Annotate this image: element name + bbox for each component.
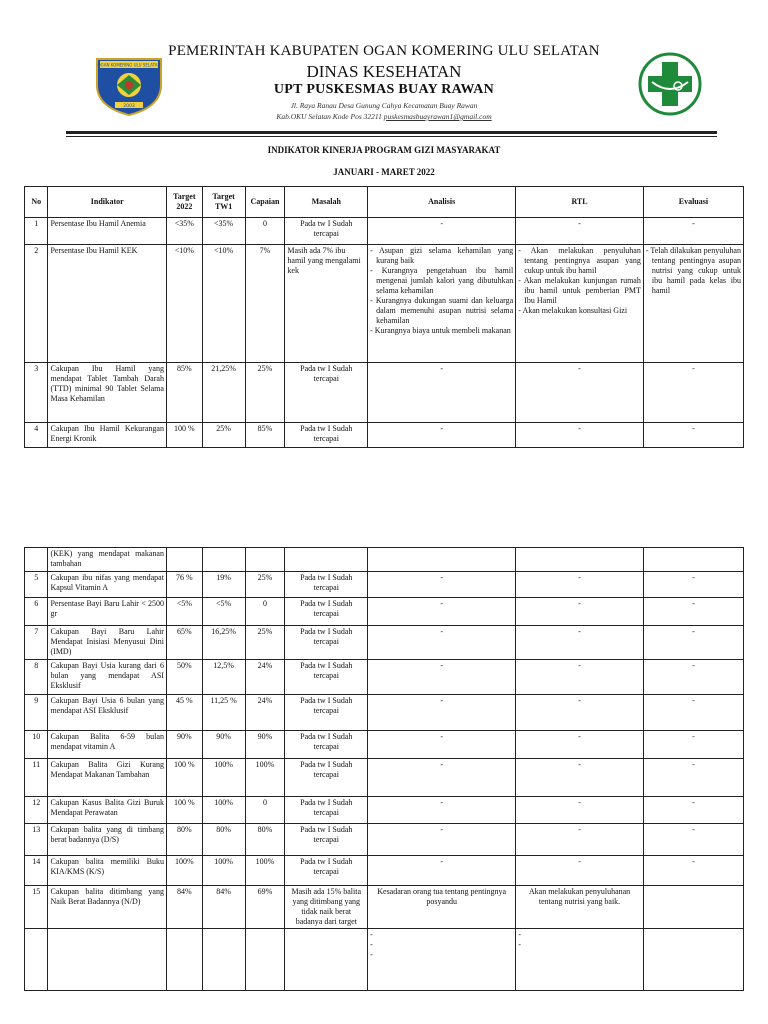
- table-row: [25, 218, 744, 245]
- cell-analisis: -: [368, 695, 516, 731]
- cell-masalah: Pada tw I Sudah tercapai: [285, 598, 368, 626]
- letterhead: [0, 0, 768, 140]
- svg-text:2003: 2003: [123, 104, 135, 109]
- table-row: [25, 695, 744, 731]
- cell-analisis: -: [368, 626, 516, 660]
- cell-analisis: -: [368, 572, 516, 598]
- cell-rtl: -: [516, 695, 644, 731]
- cell-analisis: Kesadaran orang tua tentang pentingnya posyandu: [368, 886, 516, 929]
- table-row: [25, 572, 744, 598]
- cell-evaluasi: -: [643, 856, 743, 886]
- cell-no: 14: [25, 856, 48, 886]
- cell-tw1: 84%: [202, 886, 245, 929]
- analisis-item: [370, 940, 513, 950]
- table-header-row: [25, 187, 744, 218]
- table-row: [25, 598, 744, 626]
- cell-evaluasi: -: [643, 759, 743, 797]
- cell-indikator: Cakupan Bayi Usia 6 bulan yang mendapat ASI Eksklusif: [48, 695, 166, 731]
- letterhead-rule-thick: [66, 131, 717, 134]
- cell-evaluasi: -: [643, 660, 743, 695]
- table-row: [25, 929, 744, 991]
- cell-no: 4: [25, 423, 48, 448]
- cell-target: 100%: [166, 856, 202, 886]
- col-header-evaluasi: Evaluasi: [643, 187, 743, 218]
- cell-masalah: Pada tw I Sudah tercapai: [285, 626, 368, 660]
- table-row: [25, 824, 744, 856]
- cell-capaian: 24%: [245, 660, 285, 695]
- cell-tw1: 12,5%: [202, 660, 245, 695]
- cell-masalah: Pada tw I Sudah tercapai: [285, 695, 368, 731]
- indicator-table: [24, 186, 744, 448]
- letterhead-rule-thin: [66, 136, 717, 137]
- cell-tw1: 100%: [202, 759, 245, 797]
- cell-analisis: -: [368, 759, 516, 797]
- cell-target: 80%: [166, 824, 202, 856]
- cell-target: 85%: [166, 363, 202, 423]
- table-row: [25, 548, 744, 572]
- cell-masalah: [285, 929, 368, 991]
- cell-target: 100 %: [166, 759, 202, 797]
- cell-capaian: 85%: [245, 423, 285, 448]
- cell-capaian: 25%: [245, 626, 285, 660]
- cell-masalah: Pada tw I Sudah tercapai: [285, 572, 368, 598]
- cell-indikator: Cakupan ibu nifas yang mendapat Kapsul Vitamin A: [48, 572, 166, 598]
- cell-masalah: Pada tw I Sudah tercapai: [285, 731, 368, 759]
- document-period: JANUARI - MARET 2022: [333, 167, 435, 177]
- cell-tw1: 11,25 %: [202, 695, 245, 731]
- cell-no: [25, 929, 48, 991]
- table-row: [25, 797, 744, 824]
- cell-no: 10: [25, 731, 48, 759]
- cell-analisis: [368, 245, 516, 363]
- cell-no: 1: [25, 218, 48, 245]
- cell-capaian: 69%: [245, 886, 285, 929]
- table-row: [25, 660, 744, 695]
- cell-evaluasi: -: [643, 731, 743, 759]
- cell-tw1: 100%: [202, 856, 245, 886]
- cell-evaluasi: -: [643, 626, 743, 660]
- cell-capaian: 7%: [245, 245, 285, 363]
- col-header-no: No: [25, 187, 48, 218]
- cell-indikator: Cakupan balita yang di timbang berat badannya (D/S): [48, 824, 166, 856]
- cell-evaluasi: [643, 548, 743, 572]
- cell-rtl: -: [516, 626, 644, 660]
- cell-tw1: 25%: [202, 423, 245, 448]
- cell-masalah: Pada tw I Sudah tercapai: [285, 797, 368, 824]
- cell-rtl: -: [516, 731, 644, 759]
- cell-indikator: Persentase Bayi Baru Lahir < 2500 gr: [48, 598, 166, 626]
- cell-rtl: -: [516, 598, 644, 626]
- cell-analisis: -: [368, 824, 516, 856]
- col-header-target-tw1: Target TW1: [202, 187, 245, 218]
- cell-target: <35%: [166, 218, 202, 245]
- cell-no: [25, 548, 48, 572]
- cell-target: 90%: [166, 731, 202, 759]
- health-cross-icon: [638, 52, 702, 116]
- analisis-item: - Kurangnya dukungan suami dan keluarga dalam memenuhi asupan nutrisi selama kehamilan: [370, 296, 513, 326]
- cell-evaluasi: -: [643, 824, 743, 856]
- cell-evaluasi: [643, 886, 743, 929]
- cell-capaian: [245, 929, 285, 991]
- address-line-1: Jl. Raya Ranau Desa Gunung Cahya Kecamatan Buay Rawan: [290, 101, 478, 110]
- cell-rtl: -: [516, 797, 644, 824]
- cell-no: 9: [25, 695, 48, 731]
- cell-tw1: <10%: [202, 245, 245, 363]
- col-header-target-2022: Target 2022: [166, 187, 202, 218]
- cell-analisis: [368, 548, 516, 572]
- cell-tw1: [202, 548, 245, 572]
- cell-indikator: Persentase Ibu Hamil Anemia: [48, 218, 166, 245]
- cell-capaian: 80%: [245, 824, 285, 856]
- cell-rtl: -: [516, 572, 644, 598]
- rtl-item: - Akan melakukan kunjungan rumah ibu hamil untuk pemberian PMT Ibu Hamil: [518, 276, 641, 306]
- cell-indikator: Cakupan Ibu Hamil Kekurangan Energi Kronik: [48, 423, 166, 448]
- cell-target: [166, 929, 202, 991]
- cell-target: <5%: [166, 598, 202, 626]
- table-row: [25, 363, 744, 423]
- cell-no: 8: [25, 660, 48, 695]
- cell-indikator: Cakupan balita memiliki Buku KIA/KMS (K/S): [48, 856, 166, 886]
- department-name: DINAS KESEHATAN: [306, 62, 462, 81]
- email-link[interactable]: puskesmasbuayrawan1@gmail.com: [383, 112, 492, 121]
- table-row: [25, 759, 744, 797]
- cell-evaluasi: -: [643, 423, 743, 448]
- cell-no: 5: [25, 572, 48, 598]
- cell-no: 6: [25, 598, 48, 626]
- cell-evaluasi: -: [643, 363, 743, 423]
- cell-indikator: Cakupan Balita Gizi Kurang Mendapat Makanan Tambahan: [48, 759, 166, 797]
- cell-indikator: Persentase Ibu Hamil KEK: [48, 245, 166, 363]
- evaluasi-item: - Telah dilakukan penyuluhan tentang pentingnya asupan nutrisi yang cukup untuk ibu hamil pada kelas ibu hamil: [646, 246, 741, 296]
- svg-text:OGAN KOMERING ULU SELATAN: OGAN KOMERING ULU SELATAN: [97, 62, 161, 68]
- col-header-indikator: Indikator: [48, 187, 166, 218]
- cell-tw1: [202, 929, 245, 991]
- cell-no: 15: [25, 886, 48, 929]
- cell-evaluasi: -: [643, 572, 743, 598]
- cell-masalah: Pada tw I Sudah tercapai: [285, 363, 368, 423]
- cell-masalah: Masih ada 7% ibu hamil yang mengalami kek: [285, 245, 368, 363]
- col-header-rtl: RTL: [516, 187, 644, 218]
- cell-target: 45 %: [166, 695, 202, 731]
- analisis-item: [370, 930, 513, 940]
- analisis-item: - Kurangnya pengetahuan ibu hamil mengenai jumlah kalori yang dibutuhkan selama kehamilan: [370, 266, 513, 296]
- table-row: [25, 731, 744, 759]
- cell-tw1: 80%: [202, 824, 245, 856]
- cell-capaian: 24%: [245, 695, 285, 731]
- cell-rtl: -: [516, 660, 644, 695]
- cell-indikator: [48, 929, 166, 991]
- cell-tw1: 16,25%: [202, 626, 245, 660]
- cell-analisis: -: [368, 660, 516, 695]
- cell-masalah: Pada tw I Sudah tercapai: [285, 856, 368, 886]
- cell-evaluasi: -: [643, 218, 743, 245]
- cell-tw1: <35%: [202, 218, 245, 245]
- cell-tw1: <5%: [202, 598, 245, 626]
- cell-masalah: [285, 548, 368, 572]
- cell-indikator: Cakupan Bayi Usia kurang dari 6 bulan yang mendapat ASI Eksklusif: [48, 660, 166, 695]
- cell-target: <10%: [166, 245, 202, 363]
- cell-indikator: Cakupan Ibu Hamil yang mendapat Tablet Tambah Darah (TTD) minimal 90 Tablet Selama Masa Kehamilan: [48, 363, 166, 423]
- cell-evaluasi: [643, 245, 743, 363]
- col-header-masalah: Masalah: [285, 187, 368, 218]
- cell-rtl: Akan melakukan penyuluhanan tentang nutrisi yang baik.: [516, 886, 644, 929]
- cell-no: 3: [25, 363, 48, 423]
- col-header-capaian: Capaian: [245, 187, 285, 218]
- cell-evaluasi: -: [643, 598, 743, 626]
- cell-evaluasi: -: [643, 797, 743, 824]
- cell-analisis: -: [368, 598, 516, 626]
- cell-rtl: -: [516, 824, 644, 856]
- rtl-item: [518, 930, 641, 940]
- cell-capaian: 25%: [245, 363, 285, 423]
- table-row: [25, 856, 744, 886]
- cell-indikator: (KEK) yang mendapat makanan tambahan: [48, 548, 166, 572]
- cell-masalah: Pada tw I Sudah tercapai: [285, 824, 368, 856]
- cell-rtl: -: [516, 856, 644, 886]
- table-row: [25, 626, 744, 660]
- cell-capaian: 100%: [245, 759, 285, 797]
- cell-capaian: 90%: [245, 731, 285, 759]
- cell-capaian: 100%: [245, 856, 285, 886]
- table-row: [25, 245, 744, 363]
- cell-evaluasi: [643, 929, 743, 991]
- rtl-item: - Akan melakukan konsultasi Gizi: [518, 306, 641, 316]
- cell-indikator: Cakupan Kasus Balita Gizi Buruk Mendapat Perawatan: [48, 797, 166, 824]
- cell-tw1: 21,25%: [202, 363, 245, 423]
- cell-tw1: 90%: [202, 731, 245, 759]
- cell-target: 100 %: [166, 797, 202, 824]
- cell-analisis: [368, 929, 516, 991]
- cell-tw1: 100%: [202, 797, 245, 824]
- cell-masalah: Masih ada 15% balita yang ditimbang yang tidak naik berat badanya dari target: [285, 886, 368, 929]
- cell-tw1: 19%: [202, 572, 245, 598]
- cell-no: 11: [25, 759, 48, 797]
- cell-analisis: -: [368, 856, 516, 886]
- cell-indikator: Cakupan Balita 6-59 bulan mendapat vitamin A: [48, 731, 166, 759]
- cell-rtl: [516, 548, 644, 572]
- government-name: PEMERINTAH KABUPATEN OGAN KOMERING ULU SELATAN: [168, 43, 600, 59]
- analisis-item: [370, 950, 513, 960]
- cell-analisis: -: [368, 423, 516, 448]
- cell-masalah: Pada tw I Sudah tercapai: [285, 660, 368, 695]
- rtl-item: - Akan melakukan penyuluhan tentang pentingnya asupan yang cukup untuk ibu hamil: [518, 246, 641, 276]
- cell-indikator: Cakupan balita ditimbang yang Naik Berat Badannya (N/D): [48, 886, 166, 929]
- cell-no: 2: [25, 245, 48, 363]
- puskesmas-name: UPT PUSKESMAS BUAY RAWAN: [273, 82, 495, 97]
- cell-masalah: Pada tw I Sudah tercapai: [285, 218, 368, 245]
- cell-capaian: 0: [245, 218, 285, 245]
- cell-masalah: Pada tw I Sudah tercapai: [285, 423, 368, 448]
- cell-capaian: 0: [245, 797, 285, 824]
- cell-rtl: [516, 245, 644, 363]
- cell-target: 65%: [166, 626, 202, 660]
- cell-rtl: -: [516, 218, 644, 245]
- rtl-item: [518, 940, 641, 950]
- cell-no: 12: [25, 797, 48, 824]
- cell-target: [166, 548, 202, 572]
- cell-analisis: -: [368, 363, 516, 423]
- analisis-item: - Kurangnya biaya untuk membeli makanan: [370, 326, 513, 336]
- cell-target: 50%: [166, 660, 202, 695]
- cell-analisis: -: [368, 218, 516, 245]
- cell-capaian: [245, 548, 285, 572]
- cell-rtl: [516, 929, 644, 991]
- address-postcode: Kab.OKU Selatan Kode Pos 32211: [276, 112, 382, 121]
- col-header-analisis: Analisis: [368, 187, 516, 218]
- cell-rtl: -: [516, 423, 644, 448]
- cell-evaluasi: -: [643, 695, 743, 731]
- analisis-item: - Asupan gizi selama kehamilan yang kurang baik: [370, 246, 513, 266]
- cell-analisis: -: [368, 731, 516, 759]
- indicator-table-continued: [24, 547, 744, 991]
- cell-target: 76 %: [166, 572, 202, 598]
- cell-target: 84%: [166, 886, 202, 929]
- cell-analisis: -: [368, 797, 516, 824]
- cell-rtl: -: [516, 363, 644, 423]
- cell-no: 7: [25, 626, 48, 660]
- document-title: INDIKATOR KINERJA PROGRAM GIZI MASYARAKAT: [267, 145, 501, 155]
- cell-target: 100 %: [166, 423, 202, 448]
- cell-indikator: Cakupan Bayi Baru Lahir Mendapat Inisiasi Menyusui Dini (IMD): [48, 626, 166, 660]
- table-row: [25, 423, 744, 448]
- cell-masalah: Pada tw I Sudah tercapai: [285, 759, 368, 797]
- table-row: [25, 886, 744, 929]
- cell-capaian: 0: [245, 598, 285, 626]
- cell-no: 13: [25, 824, 48, 856]
- cell-rtl: -: [516, 759, 644, 797]
- cell-capaian: 25%: [245, 572, 285, 598]
